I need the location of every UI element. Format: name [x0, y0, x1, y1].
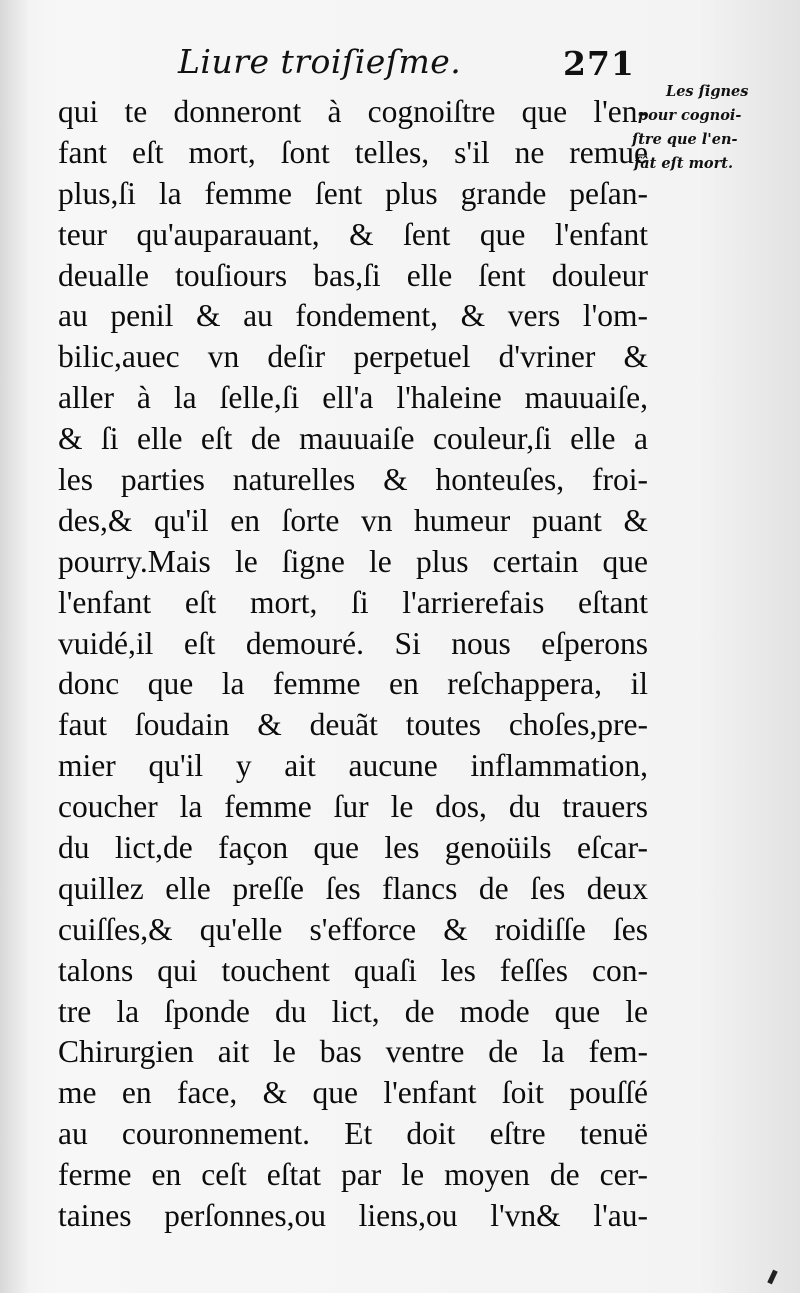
- margin-note-line: ſtre que l'en-: [632, 131, 738, 148]
- text-line: coucher la femme ſur le dos, du trauers: [58, 789, 648, 825]
- text-line: teur qu'auparauant, & ſent que l'enfant: [58, 216, 648, 252]
- text-line: donc que la femme en reſchappera, il: [58, 666, 648, 702]
- margin-note-line: fât eſt mort.: [634, 155, 733, 172]
- text-line: taines perſonnes,ou liens,ou l'vn& l'au-: [58, 1198, 648, 1234]
- text-line: deualle touſiours bas,ſi elle ſent douleur: [58, 257, 648, 293]
- text-line: au penil & au fondement, & vers l'om-: [58, 298, 648, 334]
- text-line: pourry.Mais le ſigne le plus certain que: [58, 543, 648, 579]
- text-line: des,& qu'il en ſorte vn humeur puant &: [58, 502, 648, 538]
- text-line: plus,ſi la femme ſent plus grande peſan-: [58, 175, 648, 211]
- text-line: & ſi elle eſt de mauuaiſe couleur,ſi elle a: [58, 421, 648, 457]
- text-line: fant eſt mort, ſont telles, s'il ne remue: [58, 134, 648, 170]
- text-line: les parties naturelles & honteuſes, froi-: [58, 462, 648, 498]
- text-line: l'enfant eſt mort, ſi l'arrierefais eſtant: [58, 584, 648, 620]
- text-line: du lict,de façon que les genoüils eſcar-: [58, 830, 648, 866]
- text-line: mier qu'il y ait aucune inflammation,: [58, 748, 648, 784]
- text-line: aller à la ſelle,ſi ell'a l'haleine mauuaiſe,: [58, 380, 648, 416]
- text-line: au couronnement. Et doit eſtre tenuë: [58, 1116, 648, 1152]
- text-line: talons qui touchent quaſi les feſſes con-: [58, 952, 648, 988]
- text-line: Chirurgien ait le bas ventre de la fem-: [58, 1034, 648, 1070]
- text-line: bilic,auec vn deſir perpetuel d'vriner &: [58, 339, 648, 375]
- ink-speck: [767, 1270, 777, 1285]
- text-line: cuiſſes,& qu'elle s'efforce & roidiſſe ſes: [58, 911, 648, 947]
- page-number: 271: [563, 44, 635, 83]
- text-line: qui te donneront à cognoiſtre que l'en-: [58, 94, 648, 129]
- text-line: quillez elle preſſe ſes flancs de ſes deux: [58, 870, 648, 906]
- text-line: ferme en ceſt eſtat par le moyen de cer-: [58, 1157, 648, 1193]
- text-line: vuidé,il eſt demouré. Si nous eſperons: [58, 625, 648, 661]
- margin-note-line: pour cognoi-: [638, 107, 742, 124]
- margin-note-line: Les ſignes: [666, 83, 749, 100]
- text-line: faut ſoudain & deuãt toutes choſes,pre-: [58, 707, 648, 743]
- body-text: [58, 92, 648, 1237]
- margin-note: [632, 80, 800, 176]
- running-title: Liure troiſieſme.: [178, 42, 462, 81]
- text-line: me en face, & que l'enfant ſoit pouſſé: [58, 1075, 648, 1111]
- text-line: tre la ſponde du lict, de mode que le: [58, 993, 648, 1029]
